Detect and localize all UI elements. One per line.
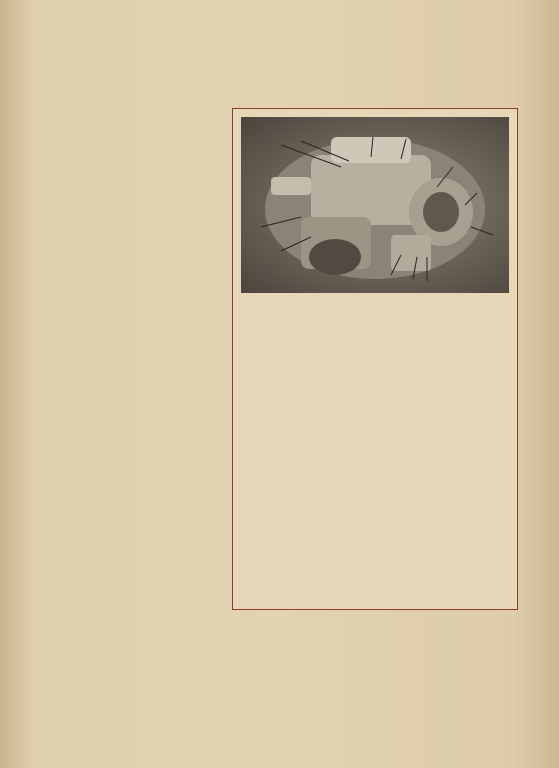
carburetor-photo [241,117,509,293]
carburetor-illustration [241,117,509,293]
figure-244 [232,108,518,610]
